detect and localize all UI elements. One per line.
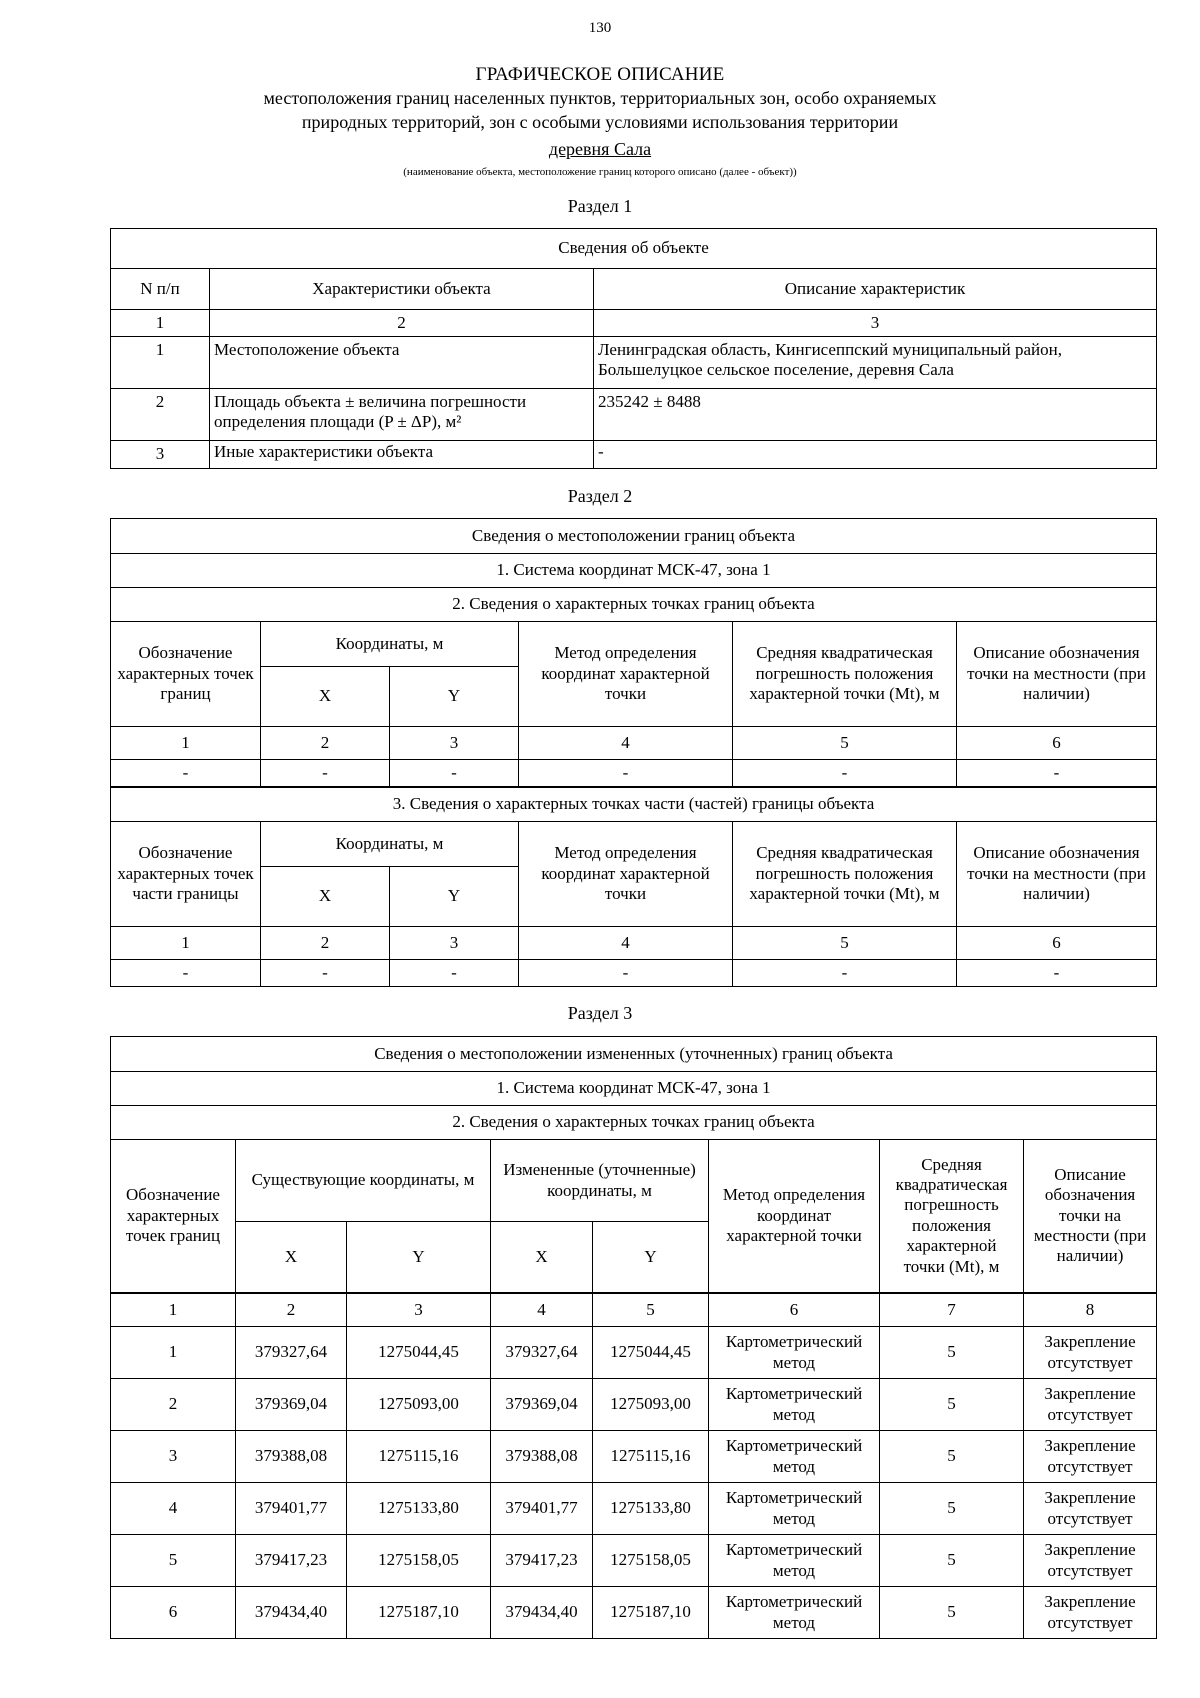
- existing-x: 379401,77: [236, 1483, 347, 1535]
- existing-x: 379388,08: [236, 1431, 347, 1483]
- existing-y: 1275158,05: [347, 1535, 491, 1587]
- mt: 5: [880, 1327, 1024, 1379]
- method: Картометрический метод: [709, 1535, 880, 1587]
- section3-sub2-title: 2. Сведения о характерных точках границ объекта: [111, 1106, 1157, 1140]
- existing-x: 379434,40: [236, 1587, 347, 1639]
- row-number: 2: [111, 389, 210, 441]
- document-subtitle-line2: природных территорий, зон с особыми условиями использования территории: [301, 112, 899, 132]
- col-number: 5: [733, 727, 957, 760]
- section2-coord-system: 1. Система координат МСК-47, зона 1: [111, 554, 1157, 588]
- col-number: 8: [1024, 1293, 1157, 1327]
- x-header: X: [236, 1222, 347, 1293]
- changed-x: 379434,40: [491, 1587, 593, 1639]
- section3-table-title: Сведения о местоположении измененных (уточненных) границ объекта: [111, 1037, 1157, 1072]
- method-header: Метод определения координат характерной точки: [709, 1140, 880, 1293]
- changed-x: 379388,08: [491, 1431, 593, 1483]
- section1-row: [111, 337, 1157, 389]
- table-row: [111, 1327, 1157, 1379]
- point-number: 3: [111, 1431, 236, 1483]
- point-number: 6: [111, 1587, 236, 1639]
- changed-coords-header: Измененные (уточненные) координаты, м: [491, 1140, 709, 1222]
- section2-label: Раздел 2: [567, 486, 633, 506]
- section2-sub2-title: 2. Сведения о характерных точках границ объекта: [111, 588, 1157, 622]
- empty-cell: -: [957, 960, 1157, 987]
- existing-y: 1275044,45: [347, 1327, 491, 1379]
- existing-y: 1275115,16: [347, 1431, 491, 1483]
- method: Картометрический метод: [709, 1379, 880, 1431]
- point-number: 1: [111, 1327, 236, 1379]
- changed-y: 1275187,10: [593, 1587, 709, 1639]
- designation-header: Обозначение характерных точек границ: [111, 622, 261, 727]
- col-number: 1: [111, 727, 261, 760]
- empty-cell: -: [733, 960, 957, 987]
- section3-coord-system: 1. Система координат МСК-47, зона 1: [111, 1072, 1157, 1106]
- col-number: 2: [261, 727, 390, 760]
- error-header: Средняя квадратическая погрешность положения характерной точки (Mt), м: [880, 1140, 1024, 1293]
- col-number: 5: [733, 927, 957, 960]
- description-header: Описание обозначения точки на местности (при наличии): [957, 622, 1157, 727]
- col-number: 6: [957, 927, 1157, 960]
- row-number: 3: [111, 441, 210, 469]
- table-row: [111, 1535, 1157, 1587]
- characteristic: Площадь объекта ± величина погрешности определения площади (P ± ΔP), м²: [210, 389, 594, 441]
- existing-coords-header: Существующие координаты, м: [236, 1140, 491, 1222]
- section1-row: [111, 441, 1157, 469]
- coords-header: Координаты, м: [261, 822, 519, 867]
- section2-sub3-title: 3. Сведения о характерных точках части (частей) границы объекта: [111, 787, 1157, 822]
- description-header: Описание обозначения точки на местности (при наличии): [957, 822, 1157, 927]
- existing-y: 1275133,80: [347, 1483, 491, 1535]
- y-header: Y: [390, 667, 519, 727]
- point-description: Закрепление отсутствует: [1024, 1431, 1157, 1483]
- changed-x: 379417,23: [491, 1535, 593, 1587]
- point-number: 2: [111, 1379, 236, 1431]
- col-number: 1: [111, 1293, 236, 1327]
- empty-cell: -: [111, 760, 261, 787]
- y-header: Y: [347, 1222, 491, 1293]
- changed-y: 1275115,16: [593, 1431, 709, 1483]
- col-number: 4: [519, 727, 733, 760]
- section1-row: [111, 389, 1157, 441]
- empty-cell: -: [261, 760, 390, 787]
- existing-x: 379369,04: [236, 1379, 347, 1431]
- existing-y: 1275093,00: [347, 1379, 491, 1431]
- point-description: Закрепление отсутствует: [1024, 1379, 1157, 1431]
- section2-table: [110, 518, 1157, 987]
- section1-col-number: 3: [594, 310, 1157, 337]
- section3-label: Раздел 3: [567, 1003, 633, 1023]
- method-header: Метод определения координат характерной точки: [519, 822, 733, 927]
- designation-header: Обозначение характерных точек части границы: [111, 822, 261, 927]
- point-description: Закрепление отсутствует: [1024, 1587, 1157, 1639]
- empty-cell: -: [390, 960, 519, 987]
- col-number: 4: [491, 1293, 593, 1327]
- coords-header: Координаты, м: [261, 622, 519, 667]
- col-number: 2: [261, 927, 390, 960]
- changed-x: 379401,77: [491, 1483, 593, 1535]
- section1-col-header: Характеристики объекта: [210, 269, 594, 310]
- table-row: [111, 960, 1157, 987]
- empty-cell: -: [111, 960, 261, 987]
- method: Картометрический метод: [709, 1587, 880, 1639]
- empty-cell: -: [390, 760, 519, 787]
- characteristic: Местоположение объекта: [210, 337, 594, 389]
- page-number: 130: [588, 20, 612, 36]
- method: Картометрический метод: [709, 1483, 880, 1535]
- mt: 5: [880, 1535, 1024, 1587]
- x-header: X: [261, 867, 390, 927]
- point-description: Закрепление отсутствует: [1024, 1535, 1157, 1587]
- object-name-wrap: [0, 139, 1200, 160]
- col-number: 2: [236, 1293, 347, 1327]
- characteristic-description: -: [594, 441, 1157, 469]
- col-number: 3: [390, 927, 519, 960]
- section1-label: Раздел 1: [567, 196, 633, 216]
- point-number: 5: [111, 1535, 236, 1587]
- method: Картометрический метод: [709, 1431, 880, 1483]
- point-description: Закрепление отсутствует: [1024, 1327, 1157, 1379]
- characteristic-description: 235242 ± 8488: [594, 389, 1157, 441]
- mt: 5: [880, 1483, 1024, 1535]
- table-row: [111, 1379, 1157, 1431]
- col-number: 6: [957, 727, 1157, 760]
- object-name: деревня Сала: [548, 139, 652, 159]
- table-row: [111, 1483, 1157, 1535]
- x-header: X: [261, 667, 390, 727]
- mt: 5: [880, 1587, 1024, 1639]
- col-number: 1: [111, 927, 261, 960]
- col-number: 6: [709, 1293, 880, 1327]
- y-header: Y: [593, 1222, 709, 1293]
- x-header: X: [491, 1222, 593, 1293]
- empty-cell: -: [957, 760, 1157, 787]
- section1-col-number: 1: [111, 310, 210, 337]
- changed-x: 379369,04: [491, 1379, 593, 1431]
- col-number: 4: [519, 927, 733, 960]
- document-subtitle-line1: местоположения границ населенных пунктов, территориальных зон, особо охраняемых: [263, 88, 937, 108]
- empty-cell: -: [261, 960, 390, 987]
- y-header: Y: [390, 867, 519, 927]
- changed-y: 1275133,80: [593, 1483, 709, 1535]
- method-header: Метод определения координат характерной точки: [519, 622, 733, 727]
- empty-cell: -: [519, 960, 733, 987]
- point-number: 4: [111, 1483, 236, 1535]
- section1-col-header: N п/п: [111, 269, 210, 310]
- changed-y: 1275158,05: [593, 1535, 709, 1587]
- section1-table: [110, 228, 1157, 469]
- empty-cell: -: [519, 760, 733, 787]
- section1-table-title: Сведения об объекте: [111, 229, 1157, 269]
- existing-x: 379417,23: [236, 1535, 347, 1587]
- section1-col-header: Описание характеристик: [594, 269, 1157, 310]
- section1-col-number: 2: [210, 310, 594, 337]
- col-number: 3: [347, 1293, 491, 1327]
- table-row: [111, 1431, 1157, 1483]
- row-number: 1: [111, 337, 210, 389]
- changed-y: 1275093,00: [593, 1379, 709, 1431]
- point-description: Закрепление отсутствует: [1024, 1483, 1157, 1535]
- col-number: 3: [390, 727, 519, 760]
- changed-x: 379327,64: [491, 1327, 593, 1379]
- mt: 5: [880, 1431, 1024, 1483]
- document-title: ГРАФИЧЕСКОЕ ОПИСАНИЕ: [475, 64, 725, 85]
- mt: 5: [880, 1379, 1024, 1431]
- col-number: 7: [880, 1293, 1024, 1327]
- error-header: Средняя квадратическая погрешность положения характерной точки (Mt), м: [733, 622, 957, 727]
- characteristic: Иные характеристики объекта: [210, 441, 594, 469]
- existing-y: 1275187,10: [347, 1587, 491, 1639]
- table-row: [111, 760, 1157, 787]
- section3-table: [110, 1036, 1157, 1639]
- col-number: 5: [593, 1293, 709, 1327]
- existing-x: 379327,64: [236, 1327, 347, 1379]
- section2-table-title: Сведения о местоположении границ объекта: [111, 519, 1157, 554]
- changed-y: 1275044,45: [593, 1327, 709, 1379]
- object-name-note: (наименование объекта, местоположение границ которого описано (далее - объект)): [403, 166, 797, 178]
- table-row: [111, 1587, 1157, 1639]
- empty-cell: -: [733, 760, 957, 787]
- description-header: Описание обозначения точки на местности (при наличии): [1024, 1140, 1157, 1293]
- designation-header: Обозначение характерных точек границ: [111, 1140, 236, 1293]
- characteristic-description: Ленинградская область, Кингисеппский муниципальный район, Большелуцкое сельское поселение, деревня Сала: [594, 337, 1157, 389]
- method: Картометрический метод: [709, 1327, 880, 1379]
- error-header: Средняя квадратическая погрешность положения характерной точки (Mt), м: [733, 822, 957, 927]
